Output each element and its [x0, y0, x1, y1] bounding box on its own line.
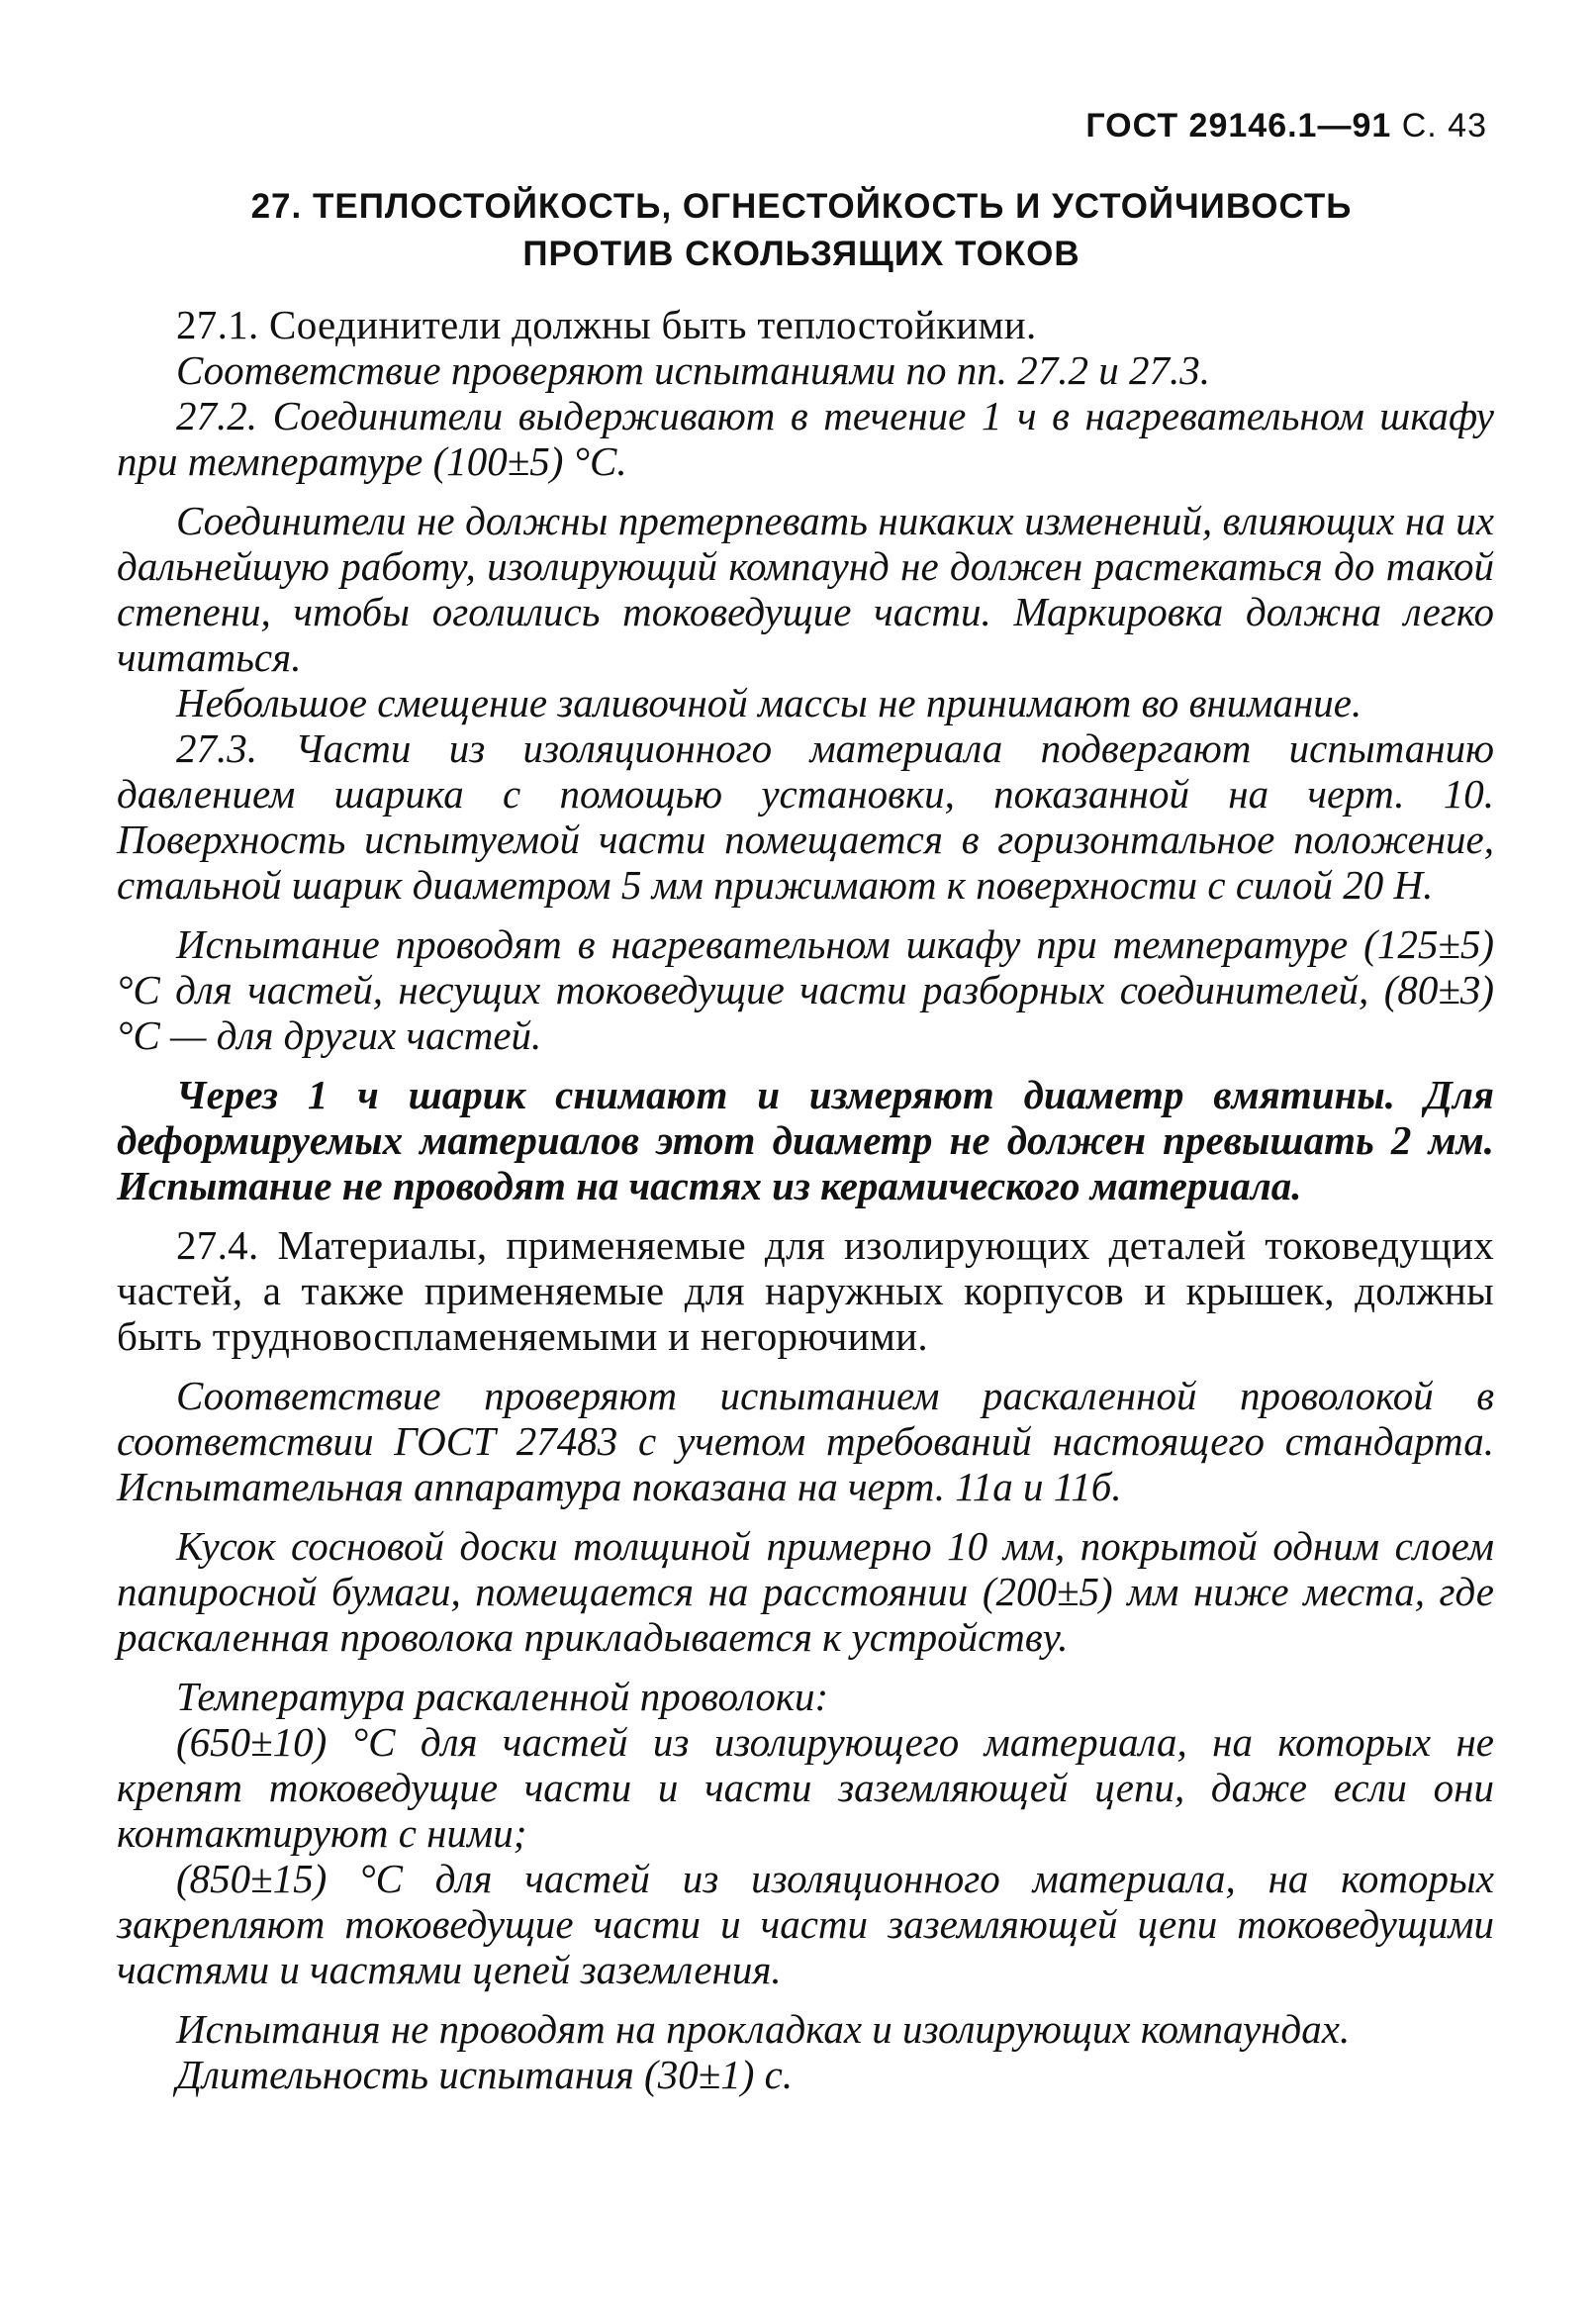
- paragraph-27-4: 27.4. Материалы, применяемые для изолирующих деталей токоведущих частей, а также применяемые для наружных корпусов и крышек, должны быть трудновоспламеняемыми и негорючими.: [117, 1222, 1494, 1359]
- section-title: [188, 183, 1415, 278]
- paragraph-27-2-note: Небольшое смещение заливочной массы не принимают во внимание.: [176, 680, 1362, 725]
- paragraph-27-4-board: Кусок сосновой доски толщиной примерно 10 мм, покрытой одним слоем папиросной бумаги, помещается на расстоянии (200±5) мм ниже места, где раскаленная проволока прикладывается к устройству.: [117, 1523, 1494, 1660]
- paragraph-compliance-27-1: Соответствие проверяют испытаниями по пп. 27.2 и 27.3.: [176, 347, 1211, 393]
- paragraph-27-3-conditions: Испытание проводят в нагревательном шкафу при температуре (125±5) °С для частей, несущих токоведущие части разборных соединителей, (80±3) °С — для других частей.: [117, 921, 1494, 1058]
- paragraph-test-duration: Длительность испытания (30±1) с.: [176, 2052, 794, 2097]
- paragraph-temperature-850: (850±15) °С для частей из изоляционного материала, на которых закрепляют токоведущие части и части заземляющей цепи токоведущими частями и частями цепей заземления.: [117, 1856, 1494, 1992]
- paragraph-27-4-compliance: Соответствие проверяют испытанием раскаленной проволокой в соответствии ГОСТ 27483 с учетом требований настоящего стандарта. Испытательная аппаратура показана на черт. 11а и 11б.: [117, 1373, 1494, 1509]
- paragraph-27-1: 27.1. Соединители должны быть теплостойкими.: [176, 302, 1037, 347]
- page-number: С. 43: [1401, 107, 1487, 144]
- paragraph-27-2: 27.2. Соединители выдерживают в течение 1 ч в нагревательном шкафу при температуре (100±5) °С.: [117, 393, 1494, 484]
- document-body: [117, 302, 1494, 2097]
- standard-number: ГОСТ 29146.1—91: [1085, 107, 1392, 144]
- paragraph-wire-temperature: Температура раскаленной проволоки:: [176, 1674, 829, 1719]
- section-title-line-2: ПРОТИВ СКОЛЬЗЯЩИХ ТОКОВ: [522, 235, 1080, 273]
- paragraph-27-2-requirements: Соединители не должны претерпевать никаких изменений, влияющих на их дальнейшую работу, изолирующий компаунд не должен растекаться до такой степени, чтобы оголились токоведущие части. Маркировка должна легко читаться.: [117, 498, 1494, 680]
- paragraph-27-3: 27.3. Части из изоляционного материала подвергают испытанию давлением шарика с помощью установки, показанной на черт. 10. Поверхность испытуемой части помещается в горизонтальное положение, стальной шарик диаметром 5 мм прижимают к поверхности с силой 20 Н.: [117, 725, 1494, 908]
- page-header: [1085, 107, 1487, 145]
- section-title-line-1: 27. ТЕПЛОСТОЙКОСТЬ, ОГНЕСТОЙКОСТЬ И УСТОЙЧИВОСТЬ: [250, 187, 1353, 226]
- paragraph-exclusions: Испытания не проводят на прокладках и изолирующих компаундах.: [176, 2006, 1351, 2052]
- paragraph-27-3-measurement: Через 1 ч шарик снимают и измеряют диаметр вмятины. Для деформируемых материалов этот диаметр не должен превышать 2 мм. Испытание не проводят на частях из керамического материала.: [117, 1072, 1494, 1208]
- paragraph-temperature-650: (650±10) °С для частей из изолирующего материала, на которых не крепят токоведущие части и части заземляющей цепи, даже если они контактируют с ними;: [117, 1719, 1494, 1856]
